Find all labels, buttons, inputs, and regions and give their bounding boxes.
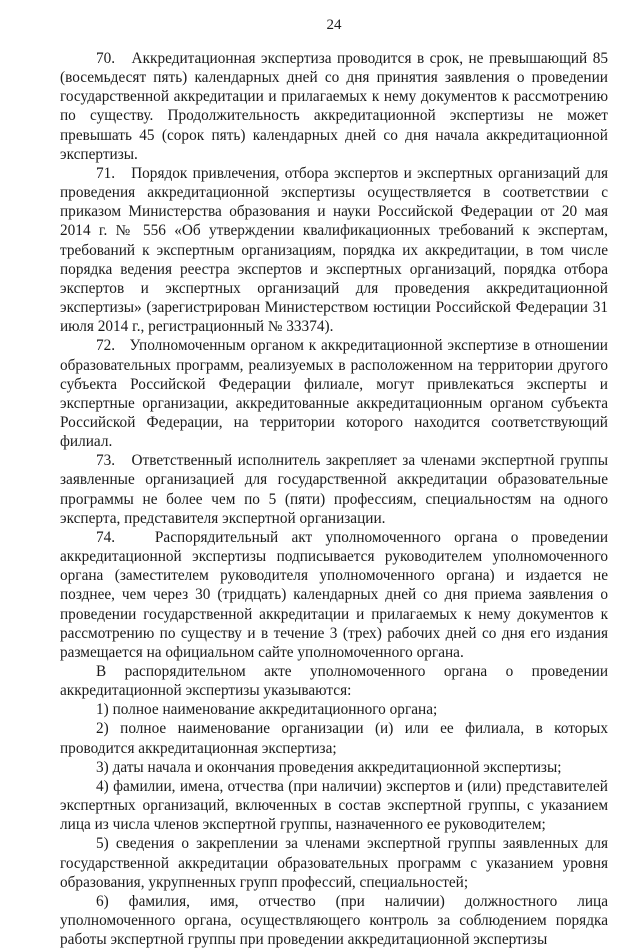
list-item-1: 1) полное наименование аккредитационного органа; bbox=[96, 701, 438, 719]
paragraph-72: 72. Уполномоченным органом к аккредитационной экспертизе в отношении образовательных программ, реализуемых в расположенном на территории другого субъекта Российской Федерации филиале, могут привлекаться эксперты и экспертные организации, аккредитованные аккредитационным органом субъекта Российской Федерации, на территории которого находится соответствующий филиал. bbox=[60, 337, 608, 451]
list-item-3: 3) даты начала и окончания проведения аккредитационной экспертизы; bbox=[96, 758, 562, 776]
list-item-4: 4) фамилии, имена, отчества (при наличии) экспертов и (или) представителей экспертных организаций, включенных в состав экспертной группы, с указанием лица из числа членов экспертной группы, назначенного ее руководителем; bbox=[60, 777, 608, 834]
document-page bbox=[60, 0, 608, 949]
paragraph-71: 71. Порядок привлечения, отбора экспертов и экспертных организаций для проведения аккредитационной экспертизы осуществляется в соответствии с приказом Министерства образования и науки Российской Федерации от 20 мая 2014 г. № 556 «Об утверждении квалификационных требований к экспертам, требований к экспертным организациям, порядка их аккредитации, в том числе порядка ведения реестра экспертов и экспертных организаций, порядка отбора экспертов и экспертных организаций для проведения аккредитационной экспертизы» (зарегистрирован Министерством юстиции Российской Федерации 31 июля 2014 г., регистрационный № 33374). bbox=[60, 164, 608, 336]
list-item-6: 6) фамилия, имя, отчество (при наличии) должностного лица уполномоченного органа, осуществляющего контроль за соблюдением порядка работы экспертной группы при проведении аккредитационной экспертизы bbox=[60, 892, 608, 949]
paragraph-act-contents-intro: В распорядительном акте уполномоченного органа о проведении аккредитационной экспертизы указываются: bbox=[60, 663, 608, 700]
paragraph-73: 73. Ответственный исполнитель закрепляет за членами экспертной группы заявленные организацией для государственной аккредитации образовательные программы не более чем по 5 (пяти) профессиям, специальностям на одного эксперта, представителя экспертной организации. bbox=[60, 452, 608, 527]
paragraph-74: 74. Распорядительный акт уполномоченного органа о проведении аккредитационной экспертизы подписывается руководителем уполномоченного органа (заместителем руководителя уполномоченного органа) и издается не позднее, чем через 30 (тридцать) календарных дней со дня приема заявления о проведении государственной аккредитации и прилагаемых к нему документов к рассмотрению по существу и в течение 3 (трех) рабочих дней со дня его издания размещается на официальном сайте уполномоченного органа. bbox=[60, 528, 608, 661]
list-item-2: 2) полное наименование организации (и) или ее филиала, в которых проводится аккредитационная экспертиза; bbox=[60, 720, 608, 757]
list-item-5: 5) сведения о закреплении за членами экспертной группы заявленных для государственной аккредитации образовательных программ с указанием уровня образования, укрупненных групп профессий, специальностей; bbox=[60, 835, 608, 891]
page-number: 24 bbox=[326, 17, 342, 33]
document-body bbox=[60, 49, 608, 949]
paragraph-70: 70. Аккредитационная экспертиза проводится в срок, не превышающий 85 (восемьдесят пять) календарных дней со дня принятия заявления о проведении государственной аккредитации и прилагаемых к нему документов к рассмотрению по существу. Продолжительность аккредитационной экспертизы не может превышать 45 (сорок пять) календарных дней со дня начала аккредитационной экспертизы. bbox=[60, 50, 608, 163]
